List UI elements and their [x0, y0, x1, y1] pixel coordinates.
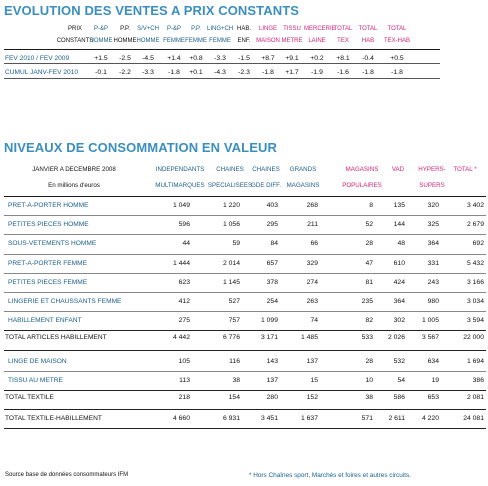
section2-title: NIVEAUX DE CONSOMMATION EN VALEUR	[4, 140, 277, 155]
section2-cell: 331	[427, 260, 439, 267]
section2-col-header: GRANDS	[289, 166, 317, 173]
section1-col-header-sub: HOMME	[136, 38, 160, 44]
section1-col-header-sub: TEX	[337, 38, 349, 44]
section1-col-header: P-&P	[93, 26, 108, 32]
section2-cell: 28	[365, 240, 373, 247]
section2-cell: 364	[427, 240, 439, 247]
section1-header-left-2: CONSTANTS	[56, 38, 94, 44]
section2-cell: 48	[397, 240, 405, 247]
section1-header-rule	[4, 49, 440, 50]
section1-col-header: MERCERIE	[304, 26, 336, 32]
section2-row-rule	[4, 292, 486, 293]
section1-cell: -1.5	[238, 55, 250, 62]
section2-total-cell: 6 776	[222, 334, 240, 341]
footnote: * Hors Chaînes sport, Marchés et foires et autres circuits.	[249, 472, 411, 479]
section2-col-header-sub: SUPERS	[419, 182, 445, 189]
section2-total-cell: 2 026	[387, 334, 405, 341]
section1-cell: +1.7	[285, 69, 299, 76]
section2-cell: 527	[228, 298, 240, 305]
section2-total-cell: 280	[266, 394, 278, 401]
section2-cell: 5 432	[466, 260, 484, 267]
section2-cell: 1 099	[260, 317, 278, 324]
section2-cell: 47	[365, 260, 373, 267]
section2-total-cell: 653	[427, 394, 439, 401]
section2-cell: 15	[310, 377, 318, 384]
section1-row-label: FEV 2010 / FEV 2009	[5, 55, 70, 62]
section2-cell: 1 220	[222, 202, 240, 209]
section2-group-rule	[4, 330, 486, 331]
section2-total-cell: 4 220	[421, 415, 439, 422]
section1-col-header: S/V+CH	[137, 26, 159, 32]
section2-cell: 263	[306, 298, 318, 305]
section2-cell: 254	[266, 298, 278, 305]
section2-cell: 412	[178, 298, 190, 305]
section2-row-label: PRET-A-PORTER FEMME	[8, 260, 88, 267]
section2-row-rule	[4, 254, 486, 255]
section2-cell: 2 014	[222, 260, 240, 267]
section2-cell: 81	[365, 279, 373, 286]
section2-total-cell: 533	[361, 334, 373, 341]
section2-total-cell: 2 081	[466, 394, 484, 401]
section2-cell: 54	[397, 377, 405, 384]
section2-total-cell: 1 485	[300, 334, 318, 341]
section1-col-header: P-&P	[166, 26, 181, 32]
section2-total-cell: 152	[306, 394, 318, 401]
section2-total-cell: 2 611	[388, 415, 405, 422]
section2-row-rule	[4, 273, 486, 274]
section2-col-header: HYPERS-	[418, 166, 446, 173]
section1-row-rule	[4, 78, 440, 79]
section1-col-header-sub: METRE	[281, 38, 303, 44]
section2-col-header: INDEPENDANTS	[155, 166, 205, 173]
section2-total-cell: 154	[228, 394, 240, 401]
section2-cell: 403	[266, 202, 278, 209]
section1-cell: -4.3	[214, 69, 226, 76]
section2-total-cell: 6 931	[222, 415, 240, 422]
section2-col-header-sub: SPECIALISEES	[207, 182, 253, 189]
section1-cell: -2.5	[119, 55, 131, 62]
section2-cell: 44	[182, 240, 190, 247]
section2-cell: 84	[270, 240, 278, 247]
section1-cell: +0.5	[390, 55, 404, 62]
section2-cell: 211	[307, 221, 318, 228]
section2-total-rule	[4, 409, 486, 410]
section1-cell: -1.8	[362, 69, 374, 76]
section2-total-cell: 218	[178, 394, 190, 401]
section2-cell: 143	[266, 358, 278, 365]
section2-cell: 3 166	[466, 279, 484, 286]
section2-col-header-sub: POPULAIRES	[342, 182, 382, 189]
section2-row-label: TISSU AU METRE	[8, 377, 63, 384]
section2-cell: 596	[178, 221, 190, 228]
section2-cell: 3 594	[466, 317, 484, 324]
section2-cell: 38	[232, 377, 240, 384]
section1-cell: -0.4	[362, 55, 374, 62]
section1-cell: -1.8	[391, 69, 403, 76]
section2-total-cell: 38	[365, 394, 373, 401]
section2-cell: 634	[427, 358, 439, 365]
section2-row-label: HABILLEMENT ENFANT	[8, 317, 82, 324]
section2-row-rule	[4, 215, 486, 216]
section2-cell: 59	[232, 240, 240, 247]
section2-cell: 28	[365, 358, 373, 365]
section2-total-cell: 3 451	[260, 415, 278, 422]
section1-cell: +8.7	[261, 55, 275, 62]
section2-cell: 424	[393, 279, 405, 286]
section1-col-header-sub: MAISON	[256, 38, 280, 44]
section1-cell: -1.9	[311, 69, 323, 76]
section2-cell: 295	[266, 221, 278, 228]
section2-group-rule	[4, 390, 486, 391]
section2-cell: 302	[393, 317, 405, 324]
section2-row-label: SOUS-VETEMENTS HOMME	[8, 240, 97, 247]
section1-cell: -3.3	[214, 55, 226, 62]
section1-cell: -1.8	[168, 69, 180, 76]
section2-total-cell: 1 637	[300, 415, 318, 422]
section1-row-label: CUMUL JANV-FEV 2010	[5, 69, 79, 76]
section2-cell: 325	[427, 221, 439, 228]
section2-cell: 532	[393, 358, 405, 365]
section1-col-header-sub: TEX-HAB	[384, 38, 411, 44]
section2-unit: En millions d'euros	[48, 182, 100, 189]
section1-cell: +9.1	[285, 55, 299, 62]
section1-col-header: LING+CH	[207, 26, 234, 32]
section2-cell: 3 034	[466, 298, 484, 305]
section1-col-header-sub: HAB	[361, 38, 375, 44]
section1-cell: -0.1	[95, 69, 107, 76]
section2-cell: 137	[306, 358, 318, 365]
section1-col-header-sub: FEMME	[163, 38, 185, 44]
section2-cell: 8	[369, 202, 373, 209]
section2-cell: 329	[306, 260, 318, 267]
section2-col-header-sub: MAGASINS	[286, 182, 320, 189]
section1-cell: -4.5	[142, 55, 154, 62]
section2-bottom-rule	[4, 428, 486, 429]
section2-cell: 274	[306, 279, 318, 286]
section1-cell: +0.2	[310, 55, 324, 62]
section2-cell: 378	[266, 279, 278, 286]
section2-cell: 2 679	[466, 221, 484, 228]
section2-total-cell: 571	[361, 415, 373, 422]
section2-cell: 137	[266, 377, 278, 384]
section1-cell: -2.3	[238, 69, 250, 76]
section2-col-header: CHAINES	[252, 166, 280, 173]
section2-cell: 235	[361, 298, 373, 305]
section1-cell: +0.8	[189, 55, 203, 62]
section2-cell: 135	[393, 202, 405, 209]
section2-total-label: TOTAL ARTICLES HABILLEMENT	[5, 334, 107, 341]
section2-cell: 19	[431, 377, 439, 384]
section2-cell: 757	[228, 317, 240, 324]
section2-cell: 116	[229, 358, 240, 365]
section1-col-header-sub: HOMME	[113, 38, 137, 44]
section2-cell: 74	[310, 317, 318, 324]
section2-cell: 1 049	[172, 202, 190, 209]
section1-col-header: TOTAL	[358, 26, 378, 32]
section1-col-header: TOTAL	[333, 26, 353, 32]
section2-total-cell: 3 567	[421, 334, 439, 341]
section2-total-cell: 586	[393, 394, 405, 401]
section1-col-header: TOTAL	[387, 26, 407, 32]
section1-cell: -3.3	[142, 69, 154, 76]
section2-col-header-sub: MULTIMARQUES	[155, 182, 205, 189]
section2-total-cell: 24 081	[463, 415, 484, 422]
section2-row-label: PETITES PIECES HOMME	[8, 221, 89, 228]
section2-cell: 364	[393, 298, 405, 305]
section2-cell: 82	[365, 317, 373, 324]
section2-col-header-sub: GDE DIFF.	[251, 182, 281, 189]
section2-cell: 320	[427, 202, 439, 209]
section2-period: JANVIER A DECEMBRE 2008	[32, 166, 116, 173]
section2-total-cell: 4 660	[172, 415, 190, 422]
section2-row-label: LINGERIE ET CHAUSSANTS FEMME	[8, 298, 122, 305]
section2-col-header: CHAINES	[216, 166, 244, 173]
section2-row-rule	[4, 371, 486, 372]
section2-cell: 52	[365, 221, 373, 228]
section1-cell: +1.5	[94, 55, 108, 62]
section2-cell: 692	[472, 240, 484, 247]
section2-cell: 610	[393, 260, 405, 267]
section2-cell: 268	[306, 202, 318, 209]
section2-cell: 144	[393, 221, 405, 228]
section1-col-header: LINGE	[258, 26, 277, 32]
section2-cell: 386	[472, 377, 484, 384]
section2-cell: 275	[178, 317, 190, 324]
section2-cell: 1 145	[222, 279, 240, 286]
section1-title: EVOLUTION DES VENTES A PRIX CONSTANTS	[4, 3, 300, 18]
section2-cell: 980	[427, 298, 439, 305]
section2-cell: 657	[266, 260, 278, 267]
section1-col-header: P.P.	[120, 26, 130, 32]
section2-row-label: PRET-A-PORTER HOMME	[8, 202, 89, 209]
section2-row-rule	[4, 234, 486, 235]
section2-cell: 3 402	[466, 202, 484, 209]
section2-total-cell: 3 171	[260, 334, 278, 341]
section1-cell: +0.1	[189, 69, 203, 76]
section2-cell: 243	[427, 279, 439, 286]
section2-total-label: TOTAL TEXTILE	[5, 394, 54, 401]
section2-cell: 623	[178, 279, 190, 286]
section1-col-header-sub: FEMME	[185, 38, 207, 44]
section1-cell: -1.8	[262, 69, 274, 76]
section1-header-left-1: PRIX	[67, 26, 82, 32]
section1-col-header: HAB.	[236, 26, 251, 32]
section1-cell: +8.1	[336, 55, 350, 62]
section1-col-header-sub: HOMME	[89, 38, 113, 44]
section2-total-cell: 4 442	[172, 334, 190, 341]
section2-cell: 105	[178, 358, 190, 365]
section1-cell: -1.6	[337, 69, 349, 76]
section2-cell: 1 005	[421, 317, 439, 324]
section2-row-rule	[4, 311, 486, 312]
section2-cell: 10	[365, 377, 373, 384]
section1-cell: +1.4	[167, 55, 181, 62]
section1-col-header-sub: LAINE	[308, 38, 326, 44]
section2-row-label: PETITES PIECES FEMME	[8, 279, 88, 286]
section2-cell: 66	[310, 240, 318, 247]
source-note: Source base de données consommateurs IFM	[5, 472, 129, 478]
section2-col-header: TOTAL *	[453, 166, 477, 173]
section1-col-header: P.P.	[191, 26, 201, 32]
section2-total-rule	[4, 350, 486, 351]
section1-col-header: TISSU	[283, 26, 301, 32]
section1-col-header-sub: ENF.	[237, 38, 251, 44]
section2-total-label: TOTAL TEXTILE-HABILLEMENT	[5, 415, 102, 422]
section2-cell: 1 444	[172, 260, 190, 267]
section1-col-header-sub: FEMME	[209, 38, 231, 44]
section2-cell: 113	[179, 377, 190, 384]
section2-cell: 1 056	[222, 221, 240, 228]
section2-header-rule	[4, 196, 486, 197]
section1-cell: -2.2	[119, 69, 131, 76]
section2-cell: 1 694	[466, 358, 484, 365]
section2-col-header: MAGASINS	[345, 166, 379, 173]
section2-row-label: LINGE DE MAISON	[8, 358, 67, 365]
section2-total-cell: 22 000	[463, 334, 484, 341]
section1-row-rule	[4, 63, 440, 64]
section2-col-header: VAD	[391, 166, 405, 173]
